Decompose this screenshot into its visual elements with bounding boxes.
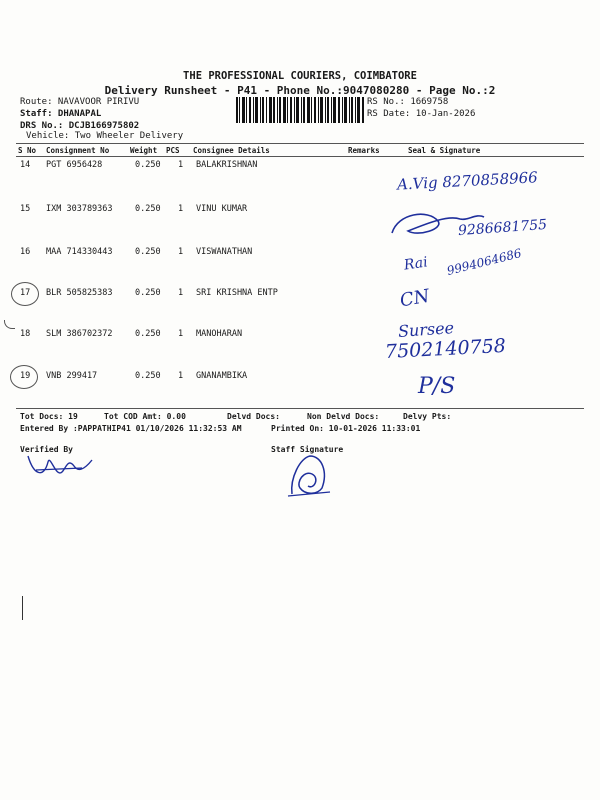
col-pcs: PCS [166,146,180,155]
handwritten-r18b: 7502140758 [384,334,507,364]
row-consignee: SRI KRISHNA ENTP [196,288,278,298]
staff-signature-label: Staff Signature [271,445,344,454]
route-label: Route: NAVAVOOR PIRIVU [20,97,140,107]
row-consignment: PGT 6956428 [46,160,103,170]
circle-mark [10,365,38,389]
handwritten-r14: A.Vig 8270858966 [396,168,539,194]
printed-on: Printed On: 10-01-2026 11:33:01 [271,424,421,433]
rs-number: RS No.: 1669758 [367,97,449,107]
row-sno: 14 [20,160,31,170]
col-weight: Weight [130,146,158,155]
runsheet-subtitle: Delivery Runsheet - P41 - Phone No.:9047080280 - Page No.:2 [104,84,496,97]
row-sno: 15 [20,204,31,214]
row-consignee: VISWANATHAN [196,247,253,257]
row-consignee: VINU KUMAR [196,204,248,214]
col-seal-signature: Seal & Signature [408,146,481,155]
barcode-icon [236,97,364,123]
row-weight: 0.250 [135,247,161,257]
col-consignment: Consignment No [46,146,110,155]
delvy-pts: Delvy Pts: [403,412,452,421]
row-consignee: BALAKRISHNAN [196,160,258,170]
row-sno: 19 [20,371,31,381]
row-sno: 17 [20,288,31,298]
row-sno: 16 [20,247,31,257]
table-header-rule [16,156,584,157]
row-weight: 0.250 [135,329,161,339]
col-remarks: Remarks [348,146,380,155]
rs-date: RS Date: 10-Jan-2026 [367,109,476,119]
row-pcs: 1 [178,288,184,298]
row-pcs: 1 [178,247,184,257]
row-consignment: SLM 386702372 [46,329,113,339]
row-consignment: VNB 299417 [46,371,98,381]
row-pcs: 1 [178,329,184,339]
verified-by-label: Verified By [20,445,73,454]
non-delvd-docs: Non Delvd Docs: [307,412,380,421]
handwritten-r15: 9286681755 [457,216,548,240]
handwritten-r19: P/S [418,374,456,399]
handwritten-r17: CN [398,285,432,312]
row-weight: 0.250 [135,160,161,170]
handwritten-r18a: Sursee [397,318,455,341]
staff-label: Staff: DHANAPAL [20,109,102,119]
row-pcs: 1 [178,371,184,381]
row-consignment: MAA 714330443 [46,247,113,257]
footer-rule [16,408,584,409]
margin-line [22,596,23,620]
tot-cod-amt: Tot COD Amt: 0.00 [104,412,186,421]
row-consignee: GNANAMBIKA [196,371,248,381]
row-consignment: BLR 505825383 [46,288,113,298]
row-consignment: IXM 303789363 [46,204,113,214]
circle-mark [11,282,39,306]
col-consignee: Consignee Details [193,146,270,155]
tot-docs: Tot Docs: 19 [20,412,78,421]
row-weight: 0.250 [135,288,161,298]
row-consignee: MANOHARAN [196,329,243,339]
verifier-signature [22,448,100,482]
margin-mark [4,320,15,329]
row-weight: 0.250 [135,204,161,214]
staff-signature [282,448,340,500]
handwritten-r16b: 9994064686 [445,245,523,279]
drs-label: DRS No.: DCJB166975802 [20,121,140,131]
entered-by: Entered By :PAPPATHIP41 01/10/2026 11:32:53 AM [20,424,242,433]
row-pcs: 1 [178,204,184,214]
delvd-docs: Delvd Docs: [227,412,280,421]
table-top-rule [16,143,584,144]
row-weight: 0.250 [135,371,161,381]
handwritten-r16a: Rai [403,254,429,274]
company-title: THE PROFESSIONAL COURIERS, COIMBATORE [183,70,417,82]
row-sno: 18 [20,329,31,339]
col-sno: S No [18,146,37,155]
row-pcs: 1 [178,160,184,170]
vehicle-label: Vehicle: Two Wheeler Delivery [26,131,184,141]
